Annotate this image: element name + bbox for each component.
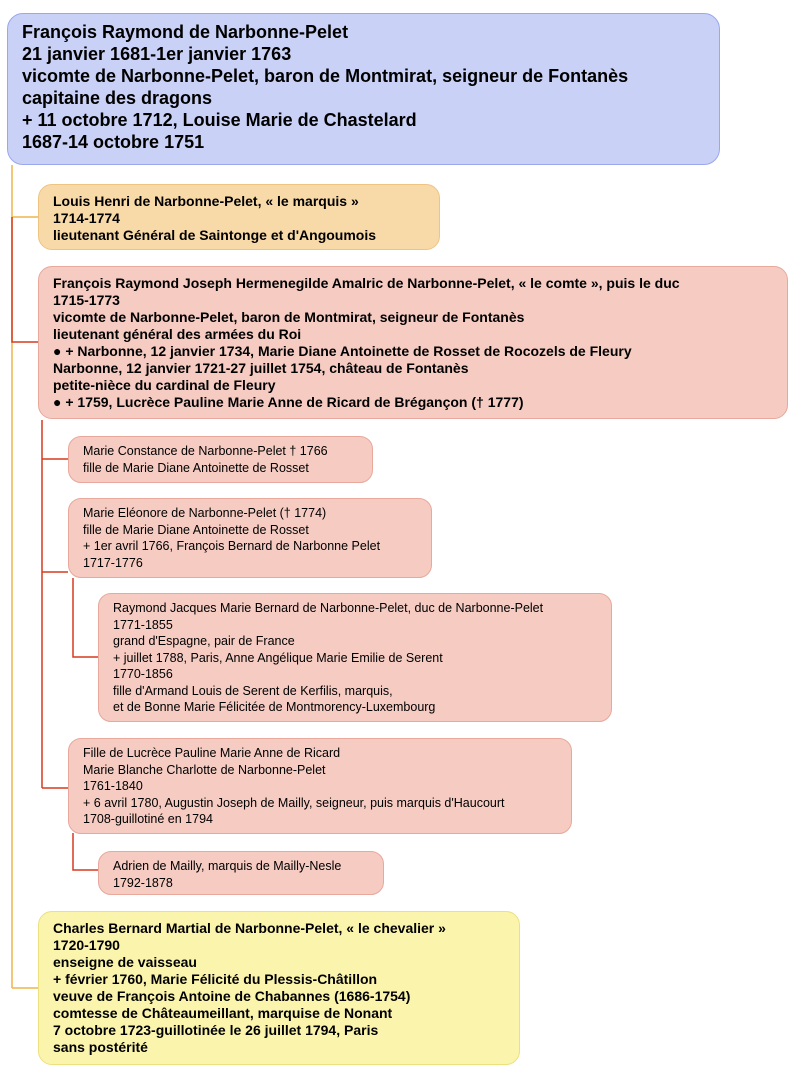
marie-blanche-line: 1761-1840 bbox=[83, 779, 143, 793]
connector-eleonore-to-raymond bbox=[73, 578, 98, 657]
marie-blanche-box[interactable] bbox=[68, 738, 572, 834]
marie-constance-line: fille de Marie Diane Antoinette de Rosset bbox=[83, 460, 309, 475]
adrien-line: Adrien de Mailly, marquis de Mailly-Nesle bbox=[113, 859, 342, 873]
connector-root-to-comte bbox=[12, 217, 38, 342]
comte-line: ● + 1759, Lucrèce Pauline Marie Anne de Ricard de Brégançon († 1777) bbox=[53, 394, 524, 410]
raymond-jacques-box[interactable] bbox=[98, 593, 612, 722]
marie-eleonore-box[interactable] bbox=[68, 498, 432, 578]
marie-eleonore-line: fille de Marie Diane Antoinette de Rosset bbox=[83, 522, 309, 537]
marie-blanche-line: + 6 avril 1780, Augustin Joseph de Mailly, seigneur, puis marquis d'Haucourt bbox=[83, 795, 505, 810]
raymond-jacques-line: 1770-1856 bbox=[113, 667, 173, 681]
marie-eleonore-line: + 1er avril 1766, François Bernard de Narbonne Pelet bbox=[83, 539, 381, 553]
louis-henri-line: 1714-1774 bbox=[53, 210, 120, 226]
marie-blanche-line: 1708-guillotiné en 1794 bbox=[83, 812, 213, 826]
charles-bernard-line: comtesse de Châteaumeillant, marquise de Nonant bbox=[53, 1005, 393, 1021]
comte-line: François Raymond Joseph Hermenegilde Amalric de Narbonne-Pelet, « le comte », puis le duc bbox=[53, 275, 680, 291]
raymond-jacques-line: 1771-1855 bbox=[113, 617, 173, 632]
comte-line: ● + Narbonne, 12 janvier 1734, Marie Diane Antoinette de Rosset de Rocozels de Fleury bbox=[53, 343, 632, 359]
charles-bernard-line: sans postérité bbox=[53, 1039, 148, 1055]
charles-bernard-line: Charles Bernard Martial de Narbonne-Pelet, « le chevalier » bbox=[53, 920, 446, 936]
charles-bernard-box[interactable] bbox=[38, 911, 520, 1065]
adrien-box[interactable] bbox=[98, 851, 384, 895]
comte-line: petite-nièce du cardinal de Fleury bbox=[53, 377, 276, 393]
root-line: François Raymond de Narbonne-Pelet bbox=[22, 22, 349, 42]
raymond-jacques-line: et de Bonne Marie Félicitée de Montmorency-Luxembourg bbox=[113, 700, 436, 714]
connector-blanche-to-adrien bbox=[73, 833, 98, 870]
raymond-jacques-line: Raymond Jacques Marie Bernard de Narbonne-Pelet, duc de Narbonne-Pelet bbox=[113, 601, 544, 615]
marie-blanche-line: Marie Blanche Charlotte de Narbonne-Pelet bbox=[83, 762, 326, 777]
raymond-jacques-line: grand d'Espagne, pair de France bbox=[113, 634, 295, 648]
comte-line: vicomte de Narbonne-Pelet, baron de Montmirat, seigneur de Fontanès bbox=[53, 309, 525, 325]
root-line: + 11 octobre 1712, Louise Marie de Chastelard bbox=[22, 110, 417, 130]
adrien-line: 1792-1878 bbox=[113, 875, 173, 890]
raymond-jacques-line: + juillet 1788, Paris, Anne Angélique Marie Emilie de Serent bbox=[113, 650, 443, 665]
marie-constance-box[interactable] bbox=[68, 436, 373, 483]
francois-raymond-joseph-box[interactable] bbox=[38, 266, 788, 419]
louis-henri-box[interactable] bbox=[38, 184, 440, 250]
charles-bernard-line: veuve de François Antoine de Chabannes (1686-1754) bbox=[53, 988, 411, 1004]
root-line: capitaine des dragons bbox=[22, 88, 213, 108]
marie-eleonore-line: 1717-1776 bbox=[83, 555, 143, 570]
marie-blanche-line: Fille de Lucrèce Pauline Marie Anne de Ricard bbox=[83, 746, 341, 760]
comte-line: Narbonne, 12 janvier 1721-27 juillet 1754, château de Fontanès bbox=[53, 360, 469, 376]
charles-bernard-line: 1720-1790 bbox=[53, 937, 120, 953]
charles-bernard-line: + février 1760, Marie Félicité du Plessis-Châtillon bbox=[53, 971, 378, 987]
louis-henri-line: Louis Henri de Narbonne-Pelet, « le marquis » bbox=[53, 193, 359, 209]
marie-eleonore-line: Marie Eléonore de Narbonne-Pelet († 1774) bbox=[83, 506, 327, 520]
raymond-jacques-line: fille d'Armand Louis de Serent de Kerfilis, marquis, bbox=[113, 683, 393, 698]
root-line: vicomte de Narbonne-Pelet, baron de Montmirat, seigneur de Fontanès bbox=[22, 66, 629, 86]
root-line: 21 janvier 1681-1er janvier 1763 bbox=[22, 44, 292, 64]
comte-line: lieutenant général des armées du Roi bbox=[53, 326, 302, 342]
charles-bernard-line: enseigne de vaisseau bbox=[53, 954, 197, 970]
root-line: 1687-14 octobre 1751 bbox=[22, 132, 205, 152]
comte-line: 1715-1773 bbox=[53, 292, 120, 308]
marie-constance-line: Marie Constance de Narbonne-Pelet † 1766 bbox=[83, 444, 328, 458]
charles-bernard-line: 7 octobre 1723-guillotinée le 26 juillet 1794, Paris bbox=[53, 1022, 379, 1038]
root-person-box[interactable] bbox=[7, 13, 720, 165]
louis-henri-line: lieutenant Général de Saintonge et d'Angoumois bbox=[53, 227, 377, 243]
